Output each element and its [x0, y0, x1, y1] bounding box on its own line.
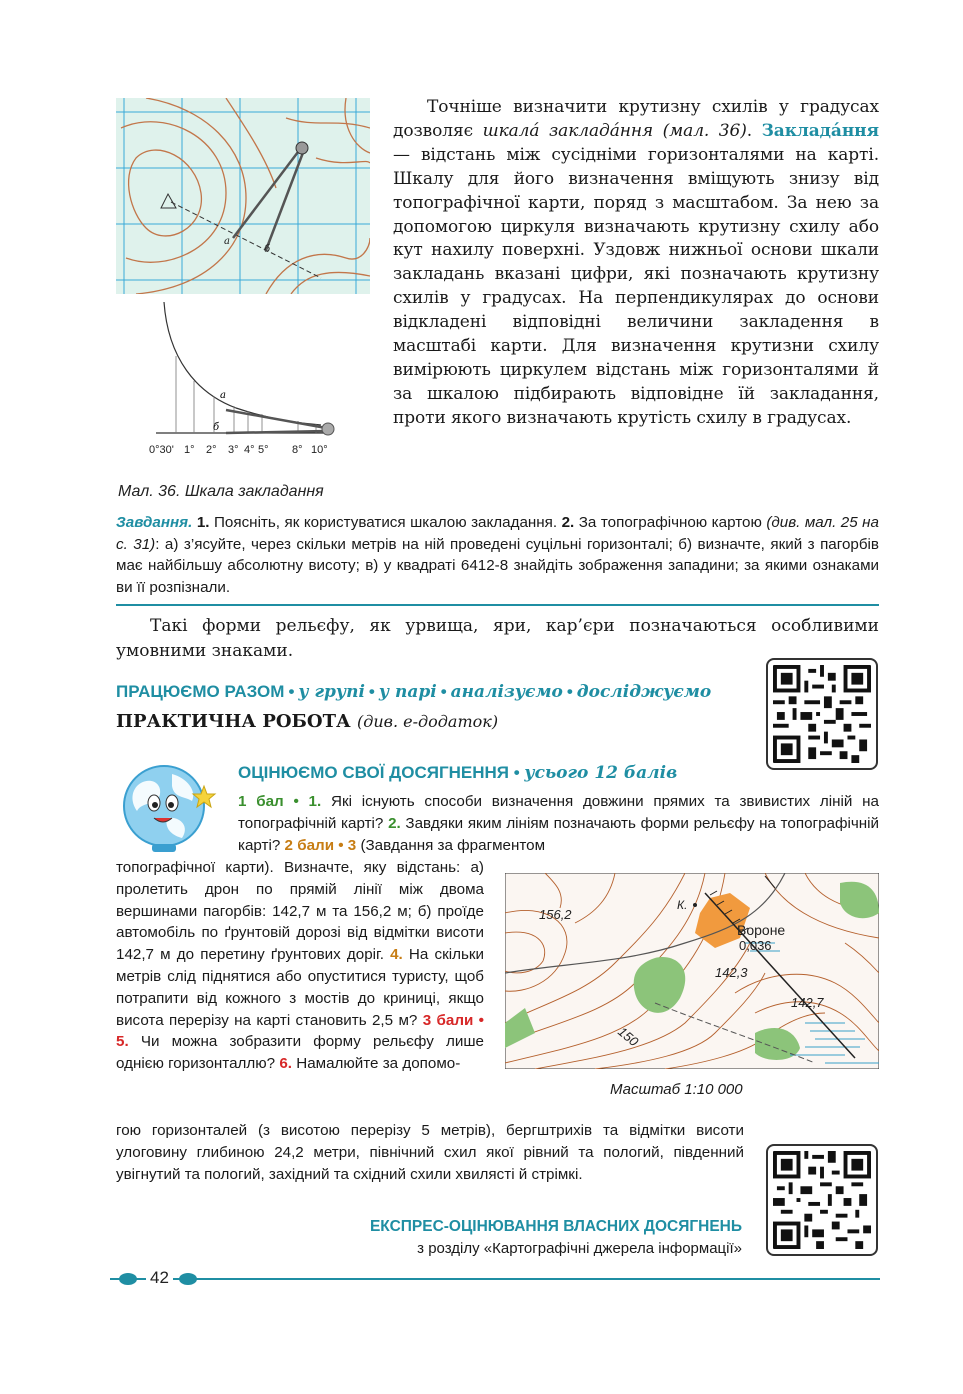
svg-text:8°: 8° — [292, 444, 303, 456]
topographic-map-fragment — [505, 873, 879, 1069]
figure-caption: Мал. 36. Шкала закладання — [118, 483, 324, 500]
svg-text:156,2: 156,2 — [539, 907, 572, 922]
svg-text:142,3: 142,3 — [715, 965, 748, 980]
questions-part-1: 1 бал • 1. Які існують способи визначення довжини прямих та звивистих ліній на топографічній карті? 2. Завдяки яким лініям позначають форми рельєфу на топографічній карті? 2 бали • 3 (Завдання за фрагментом — [238, 793, 879, 854]
svg-text:0°30': 0°30' — [149, 444, 174, 456]
qr-code-icon[interactable] — [766, 1144, 878, 1256]
svg-text:150: 150 — [615, 1023, 642, 1050]
svg-text:б: б — [213, 422, 220, 433]
figure-36-scale — [116, 298, 370, 466]
page-number: 42 — [146, 1268, 173, 1288]
figure-36-map — [116, 98, 370, 294]
svg-text:4°: 4° — [244, 444, 255, 456]
svg-text:б: б — [264, 244, 271, 255]
term-zakladannia: Закладáння — [761, 120, 879, 141]
map-scale-caption: Масштаб 1:10 000 — [610, 1081, 743, 1098]
svg-text:2°: 2° — [206, 444, 217, 456]
practical-work-heading: ПРАКТИЧНА РОБОТА (див. е-додаток) — [116, 711, 499, 732]
page-footer-line — [110, 1268, 880, 1290]
svg-text:0,036: 0,036 — [739, 938, 772, 953]
work-together-heading: ПРАЦЮЄМО РАЗОМ • у групі • у парі • аналізуємо • досліджуємо — [116, 682, 712, 702]
svg-text:К.: К. — [677, 898, 688, 912]
questions-part-3: гою горизонталей (з висотою перерізу 5 метрів), бергштрихів та відмітки висоти улоговину глибиною 24,2 метри, північний схил якої рівний та пологий, південний увігнутий та пологий, західний та східний схили хвилясті й стрімкі. — [116, 1122, 744, 1183]
svg-text:1°: 1° — [184, 444, 195, 456]
svg-text:а: а — [224, 236, 230, 247]
evaluate-heading: ОЦІНЮЄМО СВОЇ ДОСЯГНЕННЯ • усього 12 балів — [238, 763, 678, 783]
svg-text:Вороне: Вороне — [737, 922, 786, 938]
questions-part-2: топографічної карти). Визначте, яку відстань: а) пролетить дрон по прямій лінії між двома вершинами пагорбів: 142,7 м та 156,2 м; б) проїде автомобіль по ґрунтовій дорозі від відмітки висоти 142,7 м до перетину ґрунтових доріг. 4. На скільки метрів слід піднятися або опуститися туристу, щоб потрапити від кожного з мостів до криниці, якщо висота перерізу на карті становить 2,5 м? 3 бали • 5. Чи можна зобразити форму рельєфу лише однією горизонталлю? 6. Намалюйте за допомо- — [116, 859, 484, 1073]
svg-text:142,7: 142,7 — [791, 995, 824, 1010]
task-block: Завдання. 1. Поясніть, як користуватися шкалою закладання. 2. За топографічною картою (див. мал. 25 на с. 31): а) з’ясуйте, через скільки метрів на ній проведені суцільні горизонталі; б) визначте, який з пагорбів має найбільшу абсолютну висоту; в) у квадраті 6412-8 знайдіть зображення западини; за якими ознаками ви її розпізнали. — [116, 514, 879, 596]
svg-text:а: а — [220, 390, 226, 401]
express-assessment-subtitle: з розділу «Картографічні джерела інформації» — [417, 1240, 742, 1257]
divider — [116, 604, 879, 606]
svg-text:3°: 3° — [228, 444, 239, 456]
qr-code-icon[interactable] — [766, 658, 878, 770]
intro-paragraph: Точніше визначити крутизну схилів у градусах дозволяє шкалá закладáння (мал. 36). Закладáння — відстань між сусідніми горизонталями на карті. Шкалу для його визначення вміщують знизу від топографічної карти, поряд з масштабом. За нею за допомогою циркуля визначають крутизну схилу або кут нахилу поверхні. Уздовж нижньої основи шкали закладань вказані цифри, які позначають крутизну схилів у градусах. На перпендикулярах до основи відкладені відповідні величини закладення в масштабі карти. Для визначення крутизни схилу вимірюють циркулем відстань між горизонталями й за шкалою підбирають відповідне їй закладання, проти якого визначають крутість схилу в градусах. — [393, 97, 879, 428]
globe-mascot-icon — [112, 756, 222, 856]
svg-text:5°: 5° — [258, 444, 269, 456]
svg-text:10°: 10° — [311, 444, 328, 456]
express-assessment-title[interactable]: ЕКСПРЕС-ОЦІНЮВАННЯ ВЛАСНИХ ДОСЯГНЕНЬ — [369, 1218, 742, 1235]
relief-paragraph: Такі форми рельєфу, як урвища, яри, кар’єри позначаються особливими умовними знаками. — [116, 616, 879, 661]
